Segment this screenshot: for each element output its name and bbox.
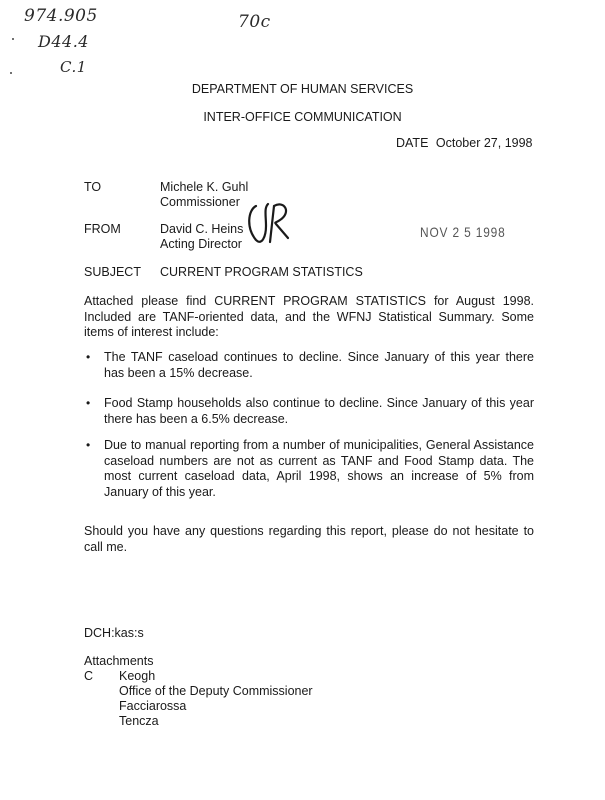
cc-recipient: Keogh [119,669,156,683]
department-title: DEPARTMENT OF HUMAN SERVICES [191,82,414,96]
cc-recipient: Tencza [119,714,159,728]
bullet-item: The TANF caseload continues to decline. Since January of this year there has been a 15% decrease. [104,350,534,380]
handwritten-top-note: 70c [238,12,271,32]
cc-recipient: Office of the Deputy Commissioner [119,684,313,698]
handwritten-copy-number: C.1 [60,58,87,76]
subject-label: SUBJECT [84,265,141,279]
to-label: TO [84,180,102,194]
handwritten-call-number: 974.905 [24,6,98,26]
received-date-stamp: NOV 2 5 1998 [420,224,506,240]
bullet-marker: • [86,438,91,452]
memo-type: INTER-OFFICE COMMUNICATION [203,110,402,124]
bullet-item: Due to manual reporting from a number of municipalities, General Assistance caseload numbers are not as current as TANF and Food Stamp data. The most current caseload data, April 1998, shows an increase of 5% from January of this year. [104,438,534,499]
date-value: October 27, 1998 [435,136,533,150]
signature-initials [244,196,296,248]
margin-mark [12,38,14,40]
closing-paragraph: Should you have any questions regarding this report, please do not hesitate to call me. [84,524,534,554]
from-title: Acting Director [160,237,242,251]
handwritten-call-number-2: D44.4 [38,32,89,51]
subject-value: CURRENT PROGRAM STATISTICS [160,265,363,279]
attachments-label: Attachments [84,654,154,668]
intro-paragraph: Attached please find CURRENT PROGRAM STATISTICS for August 1998. Included are TANF-oriented data, and the WFNJ Statistical Summary. Some items of interest include: [84,294,534,339]
to-name: Michele K. Guhl [160,180,249,194]
from-name: David C. Heins [160,222,244,236]
margin-mark [10,72,12,74]
bullet-item: Food Stamp households also continue to decline. Since January of this year there has been a 6.5% decrease. [104,396,534,426]
bullet-marker: • [86,396,91,410]
to-title: Commissioner [160,195,240,209]
date-label: DATE [396,136,429,150]
date-line [396,136,533,150]
cc-recipient: Facciarossa [119,699,187,713]
bullet-marker: • [86,350,91,364]
from-label: FROM [84,222,121,236]
cc-label: C [84,669,94,683]
typist-initials: DCH:kas:s [84,626,144,640]
